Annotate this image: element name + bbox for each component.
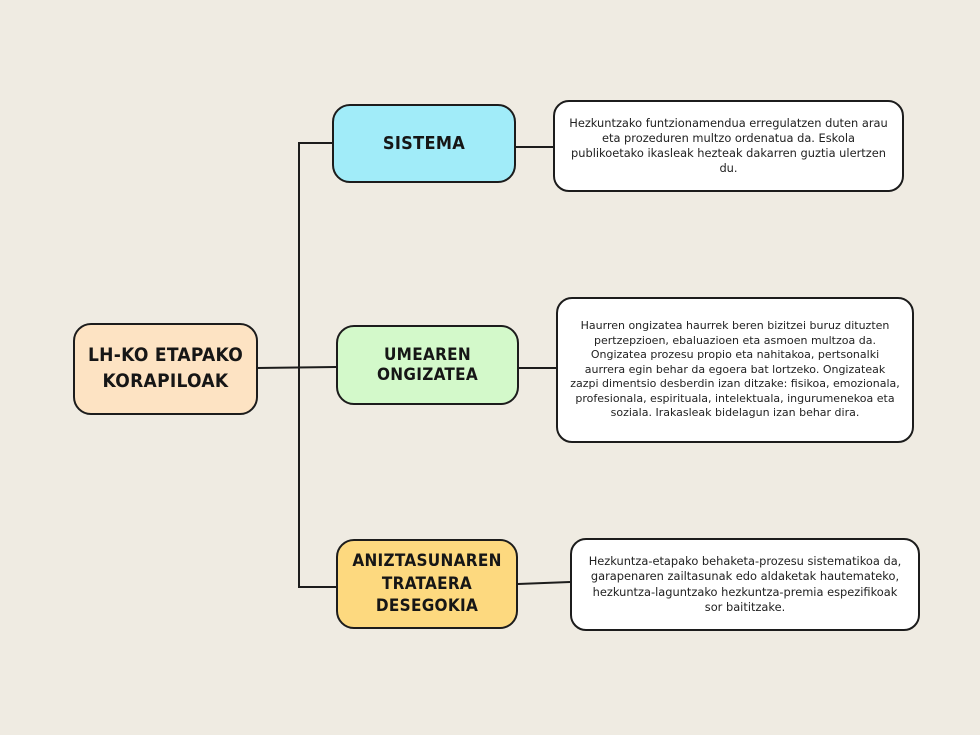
description-text-ongizatea: Haurren ongizatea haurrek beren bizitzei buruz dituzten pertzepzioen, ebaluazioen eta asmoen multzoa da. Ongizatea prozesu propio eta nahitakoa, pertsonalki aurrera egin behar da egoera bat lortzeko. Ongizateak zazpi dimentsio desberdin izan ditzake: fisikoa, emozionala, profesionala, espirituala, intelektuala, ingurumenekoa eta soziala. Irakasleak bidelagun izan behar dira. <box>570 319 900 420</box>
root-connector <box>257 367 336 368</box>
connector-aniztasuna-desc <box>518 582 570 584</box>
branch-label-aniztasuna-line2: TRATAERA DESEGOKIA <box>375 573 479 617</box>
description-box-ongizatea <box>556 297 914 443</box>
description-text-aniztasuna: Hezkuntza-etapako behaketa-prozesu sistematikoa da, garapenaren zailtasunak edo aldaketak hautemateko, hezkuntza-laguntzako hezkuntza-premia espezifikoak sor baititzake. <box>588 554 902 614</box>
branch-node-aniztasuna <box>336 539 518 629</box>
branch-label-ongizatea: UMEAREN ONGIZATEA <box>376 345 479 385</box>
branch-node-ongizatea <box>336 325 519 405</box>
branch-label-aniztasuna-line1: ANIZTASUNAREN <box>352 550 502 571</box>
description-box-aniztasuna <box>570 538 920 631</box>
root-label-line1: LH-KO ETAPAKO <box>87 344 244 367</box>
description-text-sistema: Hezkuntzako funtzionamendua erregulatzen duten arau eta prozeduren multzo ordenatua da. Eskola publikoetako ikasleak hezteak dakarren guztia ulertzen du. <box>569 115 888 176</box>
branch-node-sistema <box>332 104 516 183</box>
branch-label-sistema: SISTEMA <box>382 133 466 154</box>
description-box-sistema <box>553 100 904 192</box>
root-node <box>73 323 258 415</box>
root-label-line2: KORAPILOAK <box>102 370 229 392</box>
